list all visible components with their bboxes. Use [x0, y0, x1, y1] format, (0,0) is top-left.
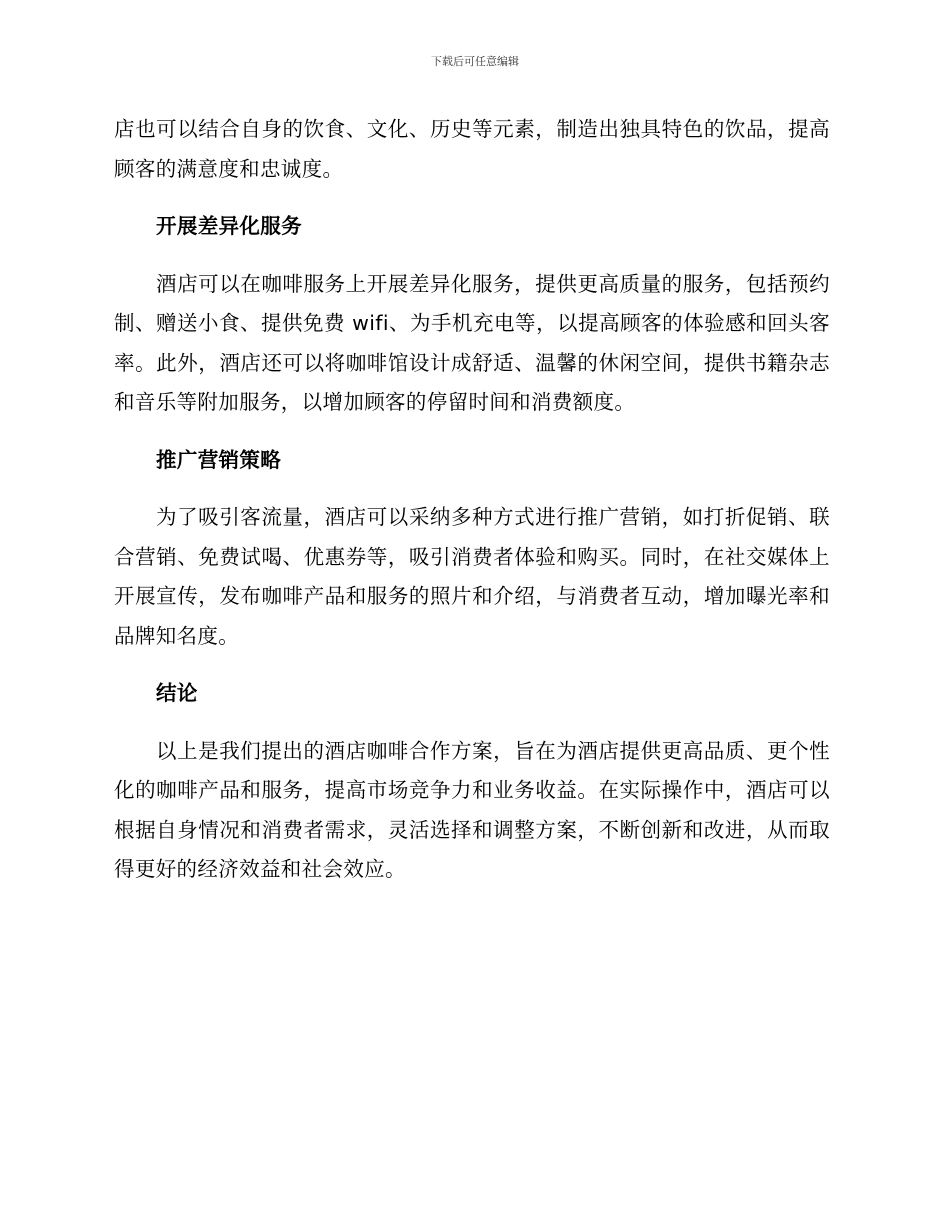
section-paragraph-conclusion: 以上是我们提出的酒店咖啡合作方案，旨在为酒店提供更高品质、更个性化的咖啡产品和服务，提高市场竞争力和业务收益。在实际操作中，酒店可以根据自身情况和消费者需求，灵活选择和调整方案，不断创新和改进，从而取得更好的经济效益和社会效应。 — [114, 738, 830, 881]
section-paragraph-differentiated-service: 酒店可以在咖啡服务上开展差异化服务，提供更高质量的服务，包括预约制、赠送小食、提供免费 wifi、为手机充电等，以提高顾客的体验感和回头客率。此外，酒店还可以将咖啡馆设计成舒适、温馨的休闲空间，提供书籍杂志和音乐等附加服务，以增加顾客的停留时间和消费额度。 — [114, 271, 830, 414]
section-paragraph-marketing-strategy: 为了吸引客流量，酒店可以采纳多种方式进行推广营销，如打折促销、联合营销、免费试喝、优惠券等，吸引消费者体验和购买。同时，在社交媒体上开展宣传，发布咖啡产品和服务的照片和介绍，与消费者互动，增加曝光率和品牌知名度。 — [114, 505, 830, 648]
intro-paragraph: 店也可以结合自身的饮食、文化、历史等元素，制造出独具特色的饮品，提高顾客的满意度和忠诚度。 — [114, 117, 830, 181]
section-heading-conclusion: 结论 — [156, 681, 198, 705]
page-header: 下载后可任意编辑 — [431, 55, 519, 68]
section-heading-differentiated-service: 开展差异化服务 — [156, 214, 302, 238]
document-body — [114, 110, 830, 908]
section-heading-marketing-strategy: 推广营销策略 — [156, 447, 282, 472]
